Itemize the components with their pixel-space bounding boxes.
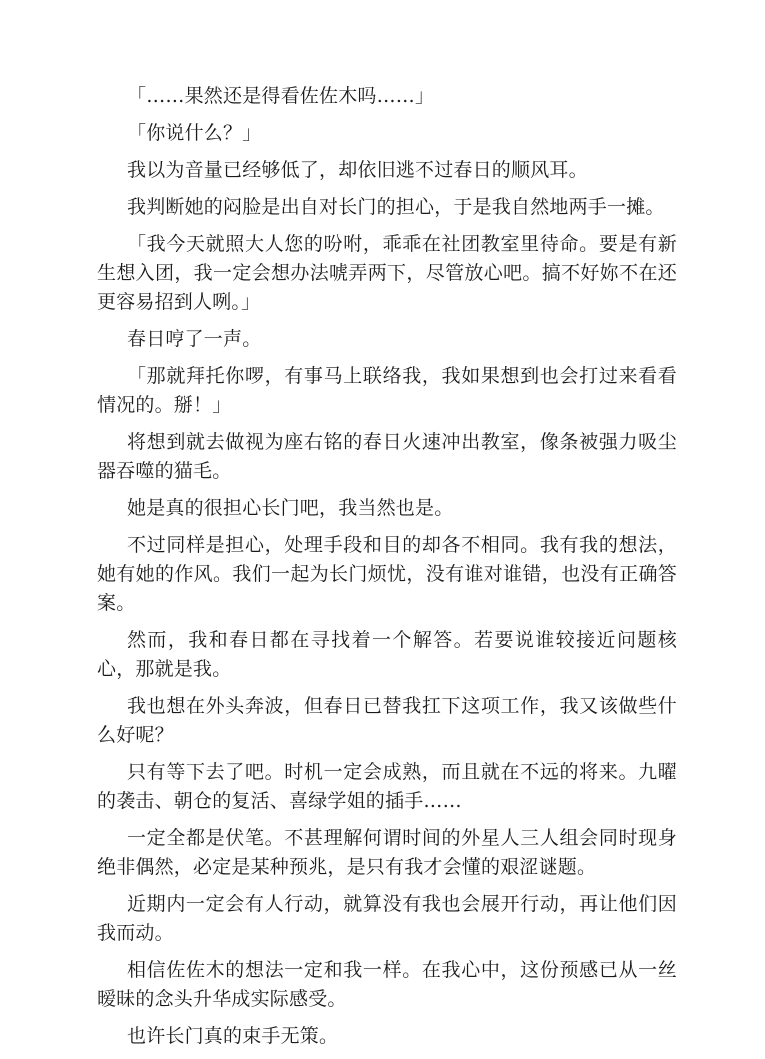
paragraph-17: 也许长门真的束手无策。 (127, 1025, 339, 1047)
paragraph-9: 她是真的很担心长门吧，我当然也是。 (127, 497, 454, 519)
paragraph-10: 不过同样是担心，处理手段和目的却各不相同。我有我的想法，她有她的作风。我们一起为长门烦忧，没有谁对谁错，也没有正确答案。 (97, 534, 677, 614)
paragraph-15: 近期内一定会有人行动，就算没有我也会展开行动，再让他们因我而动。 (97, 893, 677, 944)
paragraph-16: 相信佐佐木的想法一定和我一样。在我心中，这份预感已从一丝暧昧的念头升华成实际感受。 (97, 959, 677, 1010)
paragraph-8: 将想到就去做视为座右铭的春日火速冲出教室，像条被强力吸尘器吞噬的猫毛。 (97, 431, 677, 482)
paragraph-1: 「……果然还是得看佐佐木吗……」 (127, 85, 435, 107)
paragraph-11: 然而，我和春日都在寻找着一个解答。若要说谁较接近问题核心，那就是我。 (97, 629, 677, 680)
paragraph-12: 我也想在外头奔波，但春日已替我扛下这项工作，我又该做些什么好呢？ (97, 695, 677, 746)
book-page (97, 82, 677, 1059)
paragraph-3: 我以为音量已经够低了，却依旧逃不过春日的顺风耳。 (127, 159, 588, 181)
paragraph-7: 「那就拜托你啰，有事马上联络我，我如果想到也会打过来看看情况的。掰！」 (97, 365, 677, 416)
paragraph-5: 「我今天就照大人您的吩咐，乖乖在社团教室里待命。要是有新生想入团，我一定会想办法唬弄两下，尽管放心吧。搞不好妳不在还更容易招到人咧。」 (97, 233, 677, 313)
paragraph-6: 春日哼了一声。 (127, 328, 262, 350)
paragraph-13: 只有等下去了吧。时机一定会成熟，而且就在不远的将来。九曜的袭击、朝仓的复活、喜绿学姐的插手…… (97, 761, 677, 812)
paragraph-2: 「你说什么？」 (127, 122, 262, 144)
paragraph-4: 我判断她的闷脸是出自对长门的担心，于是我自然地两手一摊。 (127, 196, 665, 218)
paragraph-14: 一定全都是伏笔。不甚理解何谓时间的外星人三人组会同时现身绝非偶然，必定是某种预兆，是只有我才会懂的艰涩谜题。 (97, 827, 677, 878)
